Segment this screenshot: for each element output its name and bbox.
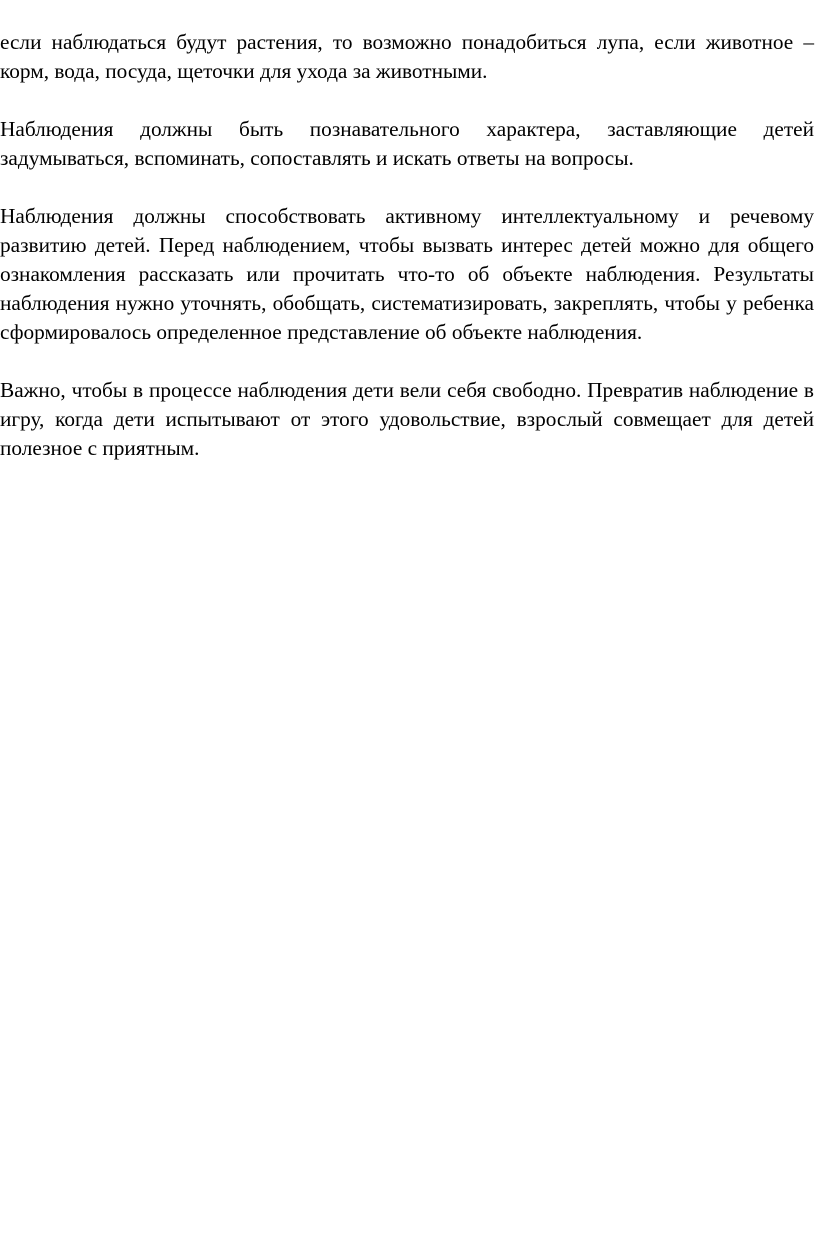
paragraph-cognitive-nature: Наблюдения должны быть познавательного характера, заставляющие детей задумываться, вспоминать, сопоставлять и искать ответы на вопросы.	[0, 117, 814, 170]
paragraph-play: Важно, чтобы в процессе наблюдения дети вели себя свободно. Превратив наблюдение в игру, когда дети испытывают от этого удовольствие, взрослый совмещает для детей полезное с приятным.	[0, 378, 814, 460]
paragraph-equipment: если наблюдаться будут растения, то возможно понадобиться лупа, если животное – корм, вода, посуда, щеточки для ухода за животными.	[0, 30, 814, 83]
paragraph-development: Наблюдения должны способствовать активному интеллектуальному и речевому развитию детей. Перед наблюдением, чтобы вызвать интерес детей можно для общего ознакомления рассказать или прочитать что-то об объекте наблюдения. Результаты наблюдения нужно уточнять, обобщать, систематизировать, закреплять, чтобы у ребенка сформировалось определенное представление об объекте наблюдения.	[0, 204, 814, 344]
document-body	[0, 28, 814, 463]
